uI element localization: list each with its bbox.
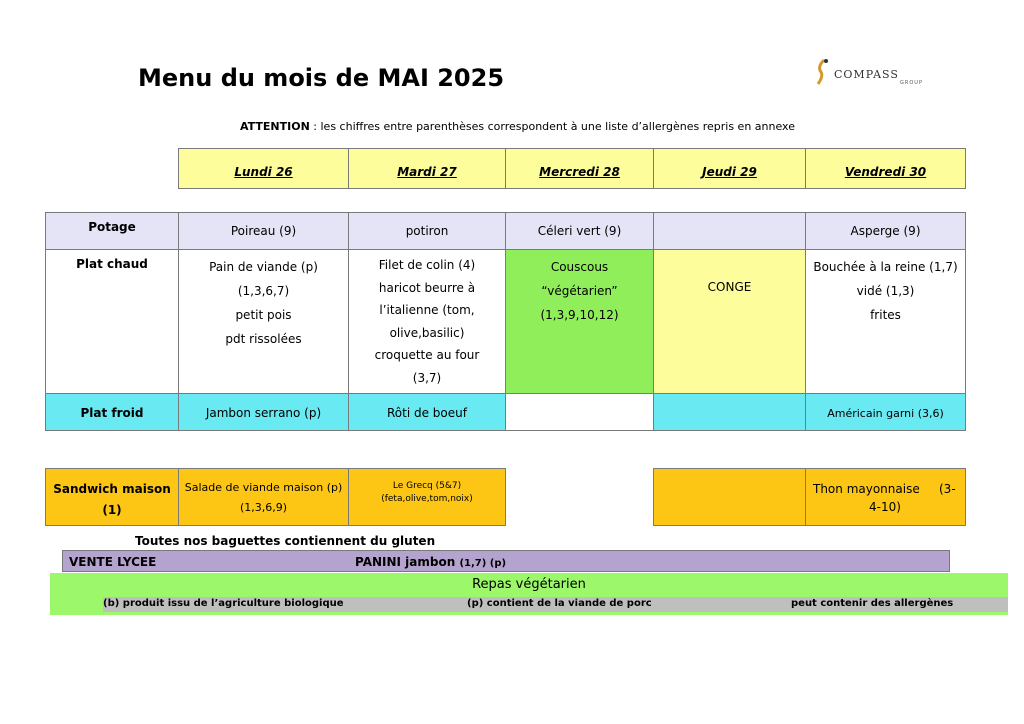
plat-chaud-mardi-line: croquette au four — [374, 348, 480, 362]
potage-lundi: Poireau (9) — [178, 212, 349, 250]
plat-chaud-mardi — [348, 249, 506, 394]
plat-chaud-mercredi-line: Couscous — [550, 260, 609, 274]
day-header-jeudi: Jeudi 29 — [653, 148, 806, 189]
plat-chaud-lundi-line: (1,3,6,7) — [237, 284, 290, 298]
sandwich-lundi — [178, 468, 349, 526]
gluten-note: Toutes nos baguettes contiennent du gluten — [135, 534, 436, 548]
day-header-vendredi: Vendredi 30 — [805, 148, 966, 189]
compass-logo — [810, 58, 935, 88]
attention-note — [240, 120, 795, 133]
sandwich-lundi-line: (1,3,6,9) — [239, 501, 288, 514]
plat-chaud-jeudi — [653, 249, 806, 394]
plat-chaud-mercredi — [505, 249, 654, 394]
compass-logo-icon — [812, 58, 832, 86]
plat-chaud-lundi-line: Pain de viande (p) — [209, 260, 318, 274]
plat-chaud-mercredi-line: “végétarien” — [541, 284, 618, 298]
plat-froid-vendredi: Américain garni (3,6) — [805, 393, 966, 431]
day-header-mercredi: Mercredi 28 — [505, 148, 654, 189]
day-header-lundi: Lundi 26 — [178, 148, 349, 189]
sandwich-vendredi-line: 4-10) — [869, 500, 901, 514]
row-label-plat-froid: Plat froid — [45, 393, 179, 431]
plat-froid-jeudi — [653, 393, 806, 431]
plat-froid-lundi: Jambon serrano (p) — [178, 393, 349, 431]
vente-label: VENTE LYCEE — [69, 555, 157, 569]
sandwich-vendredi — [805, 468, 966, 526]
sandwich-label-line: (1) — [102, 503, 122, 517]
plat-chaud-vendredi — [805, 249, 966, 394]
row-label-plat-chaud: Plat chaud — [45, 249, 179, 394]
plat-chaud-lundi-line: petit pois — [235, 308, 292, 322]
plat-chaud-mardi-line: l’italienne (tom, — [379, 303, 475, 317]
vente-lycee-bar — [62, 550, 950, 572]
plat-froid-mercredi — [505, 393, 654, 431]
plat-chaud-vendredi-line: frites — [870, 308, 901, 322]
vente-item-allergens: (1,7) (p) — [459, 558, 507, 569]
plat-chaud-mardi-line: Filet de colin (4) — [378, 258, 476, 272]
legend-bio: (b) produit issu de l’agriculture biologique — [103, 598, 344, 609]
sandwich-mardi-line: Le Grecq (5&7) — [392, 481, 462, 491]
repas-vegetarien-title: Repas végétarien — [472, 577, 586, 592]
row-label-sandwich — [45, 468, 179, 526]
plat-chaud-lundi — [178, 249, 349, 394]
legend-bar — [103, 597, 1008, 612]
sandwich-jeudi — [653, 468, 806, 526]
plat-chaud-vendredi-line: vidé (1,3) — [856, 284, 915, 298]
attention-text: : les chiffres entre parenthèses correspondent à une liste d’allergènes repris en annexe — [309, 120, 795, 133]
plat-chaud-mercredi-line: (1,3,9,10,12) — [540, 308, 619, 322]
row-label-potage: Potage — [45, 212, 179, 250]
vente-item — [355, 555, 506, 569]
logo-subtext: GROUP — [900, 80, 923, 86]
attention-label: ATTENTION — [240, 120, 310, 133]
sandwich-mardi-line: (feta,olive,tom,noix) — [381, 494, 473, 504]
plat-chaud-mardi-line: olive,basilic) — [389, 325, 465, 340]
legend-porc: (p) contient de la viande de porc — [467, 598, 652, 609]
sandwich-lundi-line: Salade de viande maison (p) — [184, 481, 343, 494]
sandwich-mardi — [348, 468, 506, 526]
repas-vegetarien-banner — [50, 573, 1008, 615]
vente-item-name: PANINI jambon — [355, 555, 456, 569]
legend-allergenes: peut contenir des allergènes — [791, 598, 954, 609]
logo-text: COMPASS — [834, 68, 899, 81]
potage-vendredi: Asperge (9) — [805, 212, 966, 250]
day-header-mardi: Mardi 27 — [348, 148, 506, 189]
sandwich-label-line: Sandwich maison — [53, 482, 171, 496]
sandwich-vendredi-line: (3- — [939, 482, 956, 496]
conge-label: CONGE — [707, 280, 752, 294]
plat-chaud-lundi-line: pdt rissolées — [225, 332, 302, 346]
plat-froid-mardi: Rôti de boeuf — [348, 393, 506, 431]
plat-chaud-vendredi-line: Bouchée à la reine (1,7) — [813, 260, 958, 274]
page-title: Menu du mois de MAI 2025 — [138, 64, 505, 92]
plat-chaud-mardi-line: haricot beurre à — [378, 280, 476, 295]
plat-chaud-mardi-line: (3,7) — [412, 370, 442, 385]
sandwich-vendredi-line: Thon mayonnaise — [813, 482, 920, 496]
potage-jeudi — [653, 212, 806, 250]
potage-mercredi: Céleri vert (9) — [505, 212, 654, 250]
potage-mardi: potiron — [348, 212, 506, 250]
